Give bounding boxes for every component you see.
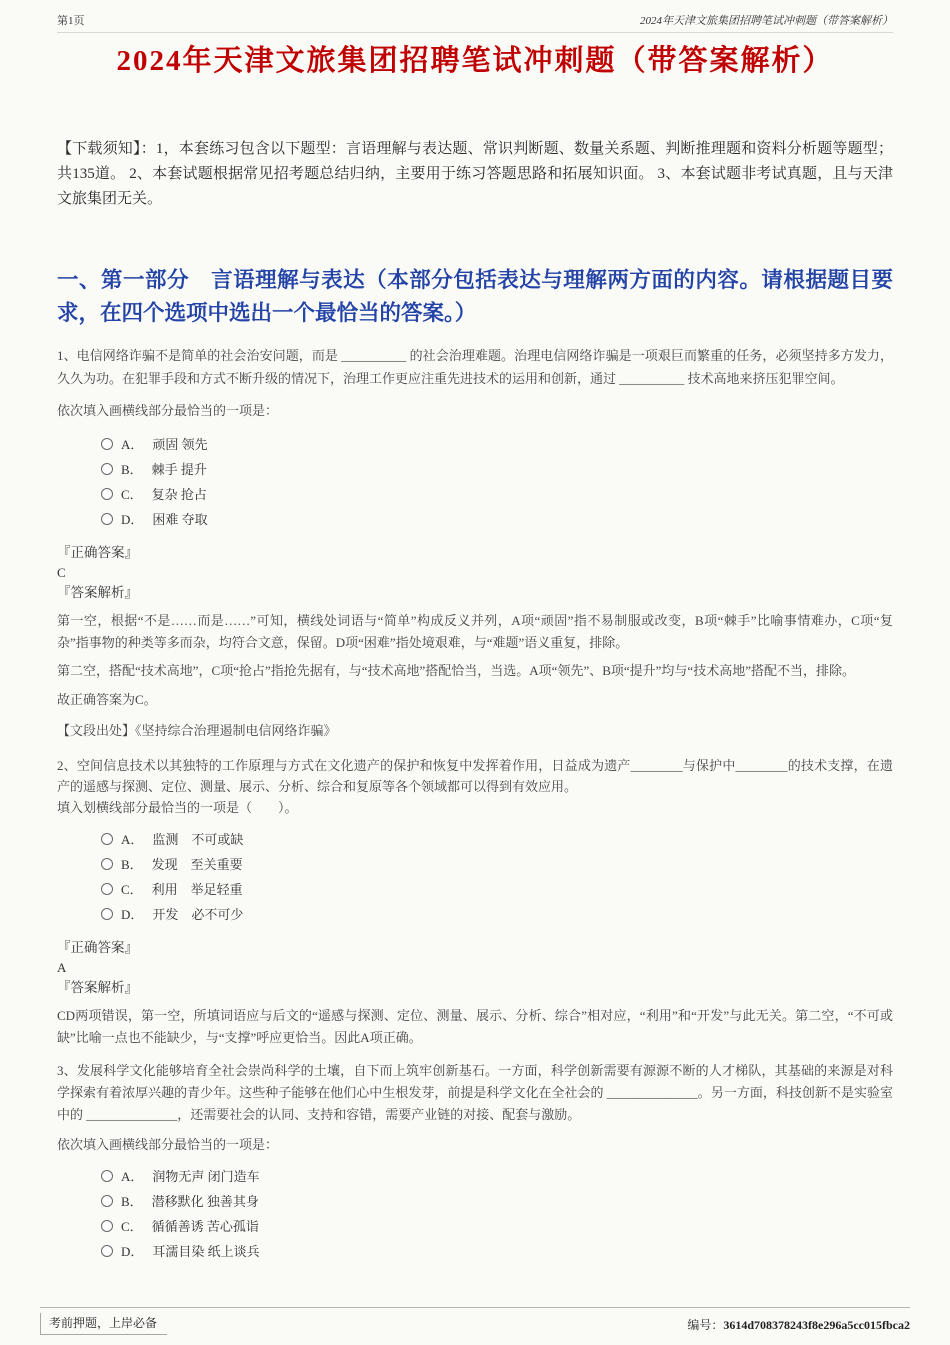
question-2-option-d[interactable] xyxy=(101,901,893,926)
option-text: 监测 不可或缺 xyxy=(152,832,244,847)
option-text: 发现 至关重要 xyxy=(151,857,243,872)
page-footer xyxy=(40,1307,910,1335)
question-3-option-c[interactable] xyxy=(101,1213,893,1238)
option-letter: D． xyxy=(121,512,144,527)
section-heading: 一、第一部分 言语理解与表达（本部分包括表达与理解两方面的内容。请根据题目要求，在四个选项中选出一个最恰当的答案。） xyxy=(57,268,893,325)
radio-icon[interactable] xyxy=(101,858,113,870)
question-2-stem: 2、空间信息技术以其独特的工作原理与方式在文化遗产的保护和恢复中发挥着作用，日益成为遗产________与保护中________的技术支撑，在遗产的遥感与探测、定位、测量、展示、分析、综合和复原等各个领域都可以得到有效应用。 xyxy=(57,758,893,794)
question-2 xyxy=(57,755,893,1048)
radio-icon[interactable] xyxy=(101,883,113,895)
analysis-label: 『答案解析』 xyxy=(57,585,138,600)
option-text: 复杂 抢占 xyxy=(151,487,207,502)
page-header xyxy=(57,0,893,33)
question-3-stem: 3、发展科学文化能够培育全社会崇尚科学的土壤，自下而上筑牢创新基石。一方面，科学创新需要有源源不断的人才梯队，其基础的来源是对科学探索有着浓厚兴趣的青少年。这些种子能够在他们心中生根发芽，前提是科学文化在全社会的 ______________。另一方面，科技创新不是实验室中的 ______________，还需要社会的认同、支持和容错，需要产业链的对接、配套与激励。 xyxy=(57,1063,893,1122)
download-notice: 【下载须知】：1，本套练习包含以下题型：言语理解与表达题、常识判断题、数量关系题、判断推理题和资料分析题等题型；共135道。 2、本套试题根据常见招考题总结归纳，主要用于练习答题思路和拓展知识面。 3、本套试题非考试真题，且与天津文旅集团无关。 xyxy=(57,141,893,207)
radio-icon[interactable] xyxy=(101,1245,113,1257)
question-3-options xyxy=(101,1163,893,1263)
question-2-options xyxy=(101,826,893,926)
question-1-option-d[interactable] xyxy=(101,506,893,531)
option-letter: D． xyxy=(121,1244,144,1259)
option-text: 开发 必不可少 xyxy=(152,907,244,922)
radio-icon[interactable] xyxy=(101,488,113,500)
option-letter: A． xyxy=(121,832,144,847)
radio-icon[interactable] xyxy=(101,908,113,920)
radio-icon[interactable] xyxy=(101,513,113,525)
radio-icon[interactable] xyxy=(101,1220,113,1232)
question-3-option-d[interactable] xyxy=(101,1238,893,1263)
option-letter: B． xyxy=(121,857,143,872)
option-text: 润物无声 闭门造车 xyxy=(152,1169,260,1184)
analysis-paragraph: CD两项错误，第一空，所填词语应与后文的“遥感与探测、定位、测量、展示、分析、综合”相对应，“利用”和“开发”与此无关。第二空，“不可或缺”比喻一点也不能缺少，与“支撑”呼应更恰当。因此A项正确。 xyxy=(57,1008,893,1045)
footer-serial xyxy=(687,1316,910,1333)
radio-icon[interactable] xyxy=(101,1170,113,1182)
question-2-option-c[interactable] xyxy=(101,876,893,901)
option-text: 顽固 领先 xyxy=(152,437,208,452)
option-letter: B． xyxy=(121,462,143,477)
correct-answer-label: 『正确答案』 xyxy=(57,940,138,955)
header-doc-title: 2024年天津文旅集团招聘笔试冲刺题（带答案解析） xyxy=(640,15,893,27)
option-letter: A． xyxy=(121,437,144,452)
option-letter: D． xyxy=(121,907,144,922)
option-text: 潜移默化 独善其身 xyxy=(151,1194,259,1209)
analysis-conclusion: 故正确答案为C。 xyxy=(57,691,157,707)
question-1-prompt: 依次填入画横线部分最恰当的一项是： xyxy=(57,403,279,418)
radio-icon[interactable] xyxy=(101,463,113,475)
correct-answer-value: A xyxy=(57,960,67,975)
correct-answer-label: 『正确答案』 xyxy=(57,545,138,560)
option-letter: C． xyxy=(121,487,143,502)
option-text: 困难 夺取 xyxy=(152,512,208,527)
option-letter: C． xyxy=(121,1219,143,1234)
question-1 xyxy=(57,344,893,741)
question-2-option-a[interactable] xyxy=(101,826,893,851)
question-1-option-c[interactable] xyxy=(101,481,893,506)
correct-answer-value: C xyxy=(57,565,66,580)
question-3-option-a[interactable] xyxy=(101,1163,893,1188)
analysis-paragraph: 第二空，搭配“技术高地”，C项“抢占”指抢先据有，与“技术高地”搭配恰当，当选。A项“领先”、B项“提升”均与“技术高地”搭配不当，排除。 xyxy=(57,663,855,678)
option-letter: C． xyxy=(121,882,143,897)
radio-icon[interactable] xyxy=(101,833,113,845)
radio-icon[interactable] xyxy=(101,1195,113,1207)
analysis-label: 『答案解析』 xyxy=(57,980,138,995)
option-text: 利用 举足轻重 xyxy=(151,882,243,897)
analysis-paragraph: 第一空，根据“不是……而是……”可知，横线处词语与“简单”构成反义并列，A项“顽固”指不易制服或改变，B项“棘手”比喻事情难办，C项“复杂”指事物的种类等多而杂，均符合文意，保留。D项“困难”指处境艰难，与“难题”语义重复，排除。 xyxy=(57,613,893,650)
question-2-option-b[interactable] xyxy=(101,851,893,876)
question-1-stem: 1、电信网络诈骗不是简单的社会治安问题，而是 __________ 的社会治理难题。治理电信网络诈骗是一项艰巨而繁重的任务，必须坚持多方发力，久久为功。在犯罪手段和方式不断升级的情况下，治理工作更应注重先进技术的运用和创新，通过 __________ 技术高地来挤压犯罪空间。 xyxy=(57,348,893,386)
question-3-prompt: 依次填入画横线部分最恰当的一项是： xyxy=(57,1137,279,1152)
question-3 xyxy=(57,1060,893,1263)
option-text: 循循善诱 苦心孤诣 xyxy=(151,1219,259,1234)
question-1-option-a[interactable] xyxy=(101,431,893,456)
question-2-prompt: 填入划横线部分最恰当的一项是（ ）。 xyxy=(57,800,298,815)
option-letter: B． xyxy=(121,1194,143,1209)
question-1-options xyxy=(101,431,893,531)
page-title: 2024年天津文旅集团招聘笔试冲刺题（带答案解析） xyxy=(116,45,834,77)
radio-icon[interactable] xyxy=(101,438,113,450)
option-text: 棘手 提升 xyxy=(151,462,207,477)
passage-source: 【文段出处】《坚持综合治理遏制电信网络诈骗》 xyxy=(57,723,337,738)
question-1-option-b[interactable] xyxy=(101,456,893,481)
footer-serial-label: 编号： xyxy=(687,1317,724,1332)
header-page-number: 第1页 xyxy=(57,15,85,27)
option-letter: A． xyxy=(121,1169,144,1184)
footer-slogan: 考前押题，上岸必备 xyxy=(40,1313,167,1335)
question-3-option-b[interactable] xyxy=(101,1188,893,1213)
footer-serial-value: 3614d708378243f8e296a5cc015fbca2 xyxy=(723,1317,910,1332)
option-text: 耳濡目染 纸上谈兵 xyxy=(152,1244,260,1259)
